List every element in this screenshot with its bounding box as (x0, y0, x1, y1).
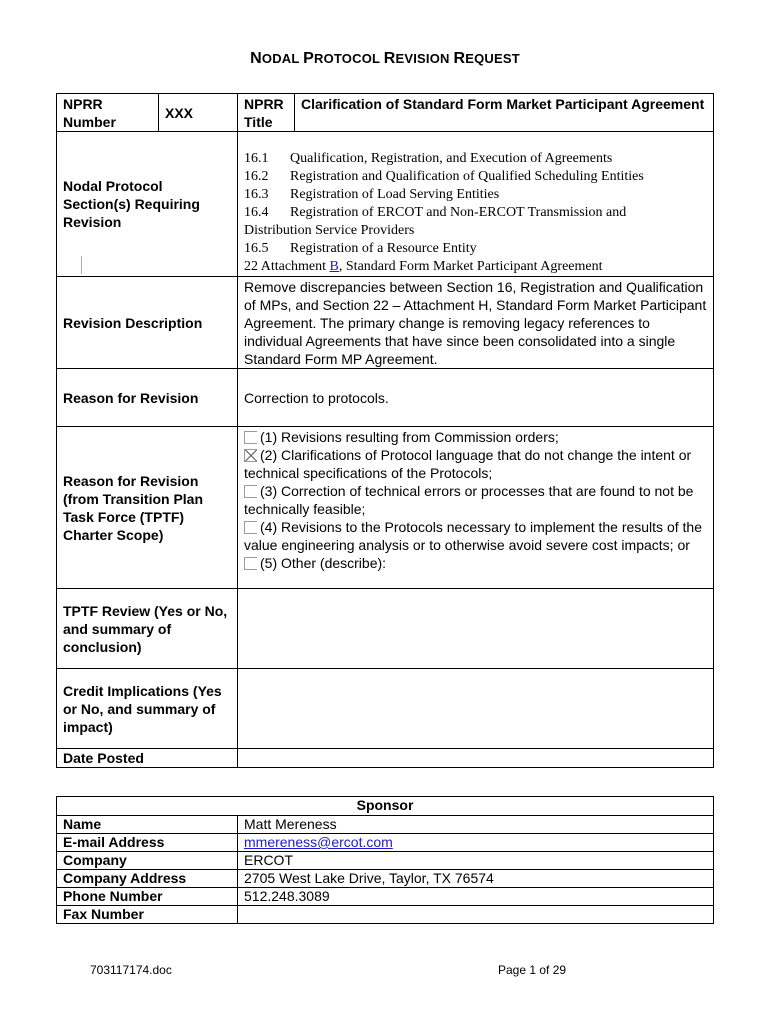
reason-for-revision-text: Correction to protocols. (238, 369, 714, 427)
tptf-option-2: (2) Clarifications of Protocol language that do not change the intent or technical specifications of the Protocols; (244, 447, 692, 481)
option-checkbox[interactable] (244, 485, 257, 498)
cell-divider-mark (81, 256, 82, 274)
sponsor-name-value: Matt Mereness (238, 816, 714, 834)
sponsor-email-link[interactable]: mmereness@ercot.com (244, 834, 393, 850)
nprr-number-value: XXX (159, 94, 238, 132)
tptf-reason-options (238, 427, 714, 589)
tptf-option-1: (1) Revisions resulting from Commission orders; (244, 428, 707, 446)
option-checkbox[interactable] (244, 431, 257, 444)
sponsor-fax-value (238, 906, 714, 924)
tptf-review-value[interactable] (238, 589, 714, 669)
reason-for-revision-label: Reason for Revision (57, 369, 238, 427)
sponsor-email-cell (238, 834, 714, 852)
option-checkbox[interactable] (244, 521, 257, 534)
section-item: 16.5 Registration of a Resource Entity (244, 241, 477, 256)
nprr-form-table (56, 93, 714, 768)
section-item: 16.2 Registration and Qualification of Qualified Scheduling Entities (244, 169, 644, 184)
nprr-title-value: Clarification of Standard Form Market Participant Agreement (295, 94, 714, 132)
nprr-number-label: NPRR Number (57, 94, 159, 132)
tptf-option-3: (3) Correction of technical errors or processes that are found to not be technically feasible; (244, 483, 694, 517)
sponsor-heading: Sponsor (57, 797, 714, 816)
footer-page-number: Page 1 of 29 (498, 963, 567, 977)
credit-implications-label: Credit Implications (Yes or No, and summary of impact) (57, 669, 238, 749)
nprr-title-label: NPRR Title (238, 94, 295, 132)
option-checkbox-checked[interactable] (244, 449, 257, 462)
section-item-continuation: Distribution Service Providers (244, 223, 415, 238)
section-item: 16.4 Registration of ERCOT and Non-ERCOT Transmission and (244, 205, 627, 220)
option-checkbox[interactable] (244, 557, 257, 570)
revision-description-text: Remove discrepancies between Section 16, Registration and Qualification of MPs, and Section 22 – Attachment H, Standard Form Market Participant Agreement. The primary change is removing legacy references to individual Agreements that have since been consolidated into a single Standard Form MP Agreement. (238, 277, 714, 369)
section-item: 16.3 Registration of Load Serving Entities (244, 187, 500, 202)
sponsor-address-value: 2705 West Lake Drive, Taylor, TX 76574 (238, 870, 714, 888)
attachment-link[interactable]: B (329, 259, 339, 274)
tptf-option-5: (5) Other (describe): (244, 554, 707, 572)
credit-implications-value[interactable] (238, 669, 714, 749)
tptf-review-label: TPTF Review (Yes or No, and summary of conclusion) (57, 589, 238, 669)
sections-label: Nodal Protocol Section(s) Requiring Revision (57, 132, 238, 277)
sponsor-company-value: ERCOT (238, 852, 714, 870)
sponsor-table (56, 796, 714, 924)
section-item-attachment: 22 Attachment B, Standard Form Market Participant Agreement (244, 259, 603, 274)
date-posted-value[interactable] (238, 749, 714, 768)
sponsor-email-label: E-mail Address (57, 834, 238, 852)
sponsor-fax-label: Fax Number (57, 906, 238, 924)
tptf-reason-label: Reason for Revision (from Transition Plan Task Force (TPTF) Charter Scope) (57, 427, 238, 589)
sponsor-company-label: Company (57, 852, 238, 870)
sponsor-phone-value: 512.248.3089 (238, 888, 714, 906)
footer-filename: 703117174.doc (90, 963, 172, 977)
page-title: NODAL PROTOCOL REVISION REQUEST (250, 50, 520, 67)
sections-list (238, 132, 714, 277)
revision-description-label: Revision Description (57, 277, 238, 369)
sponsor-name-label: Name (57, 816, 238, 834)
date-posted-label: Date Posted (57, 749, 238, 768)
tptf-option-4: (4) Revisions to the Protocols necessary to implement the results of the value engineering analysis or to otherwise avoid severe cost impacts; or (244, 519, 702, 553)
section-item: 16.1 Qualification, Registration, and Execution of Agreements (244, 151, 613, 166)
sponsor-address-label: Company Address (57, 870, 238, 888)
sponsor-phone-label: Phone Number (57, 888, 238, 906)
